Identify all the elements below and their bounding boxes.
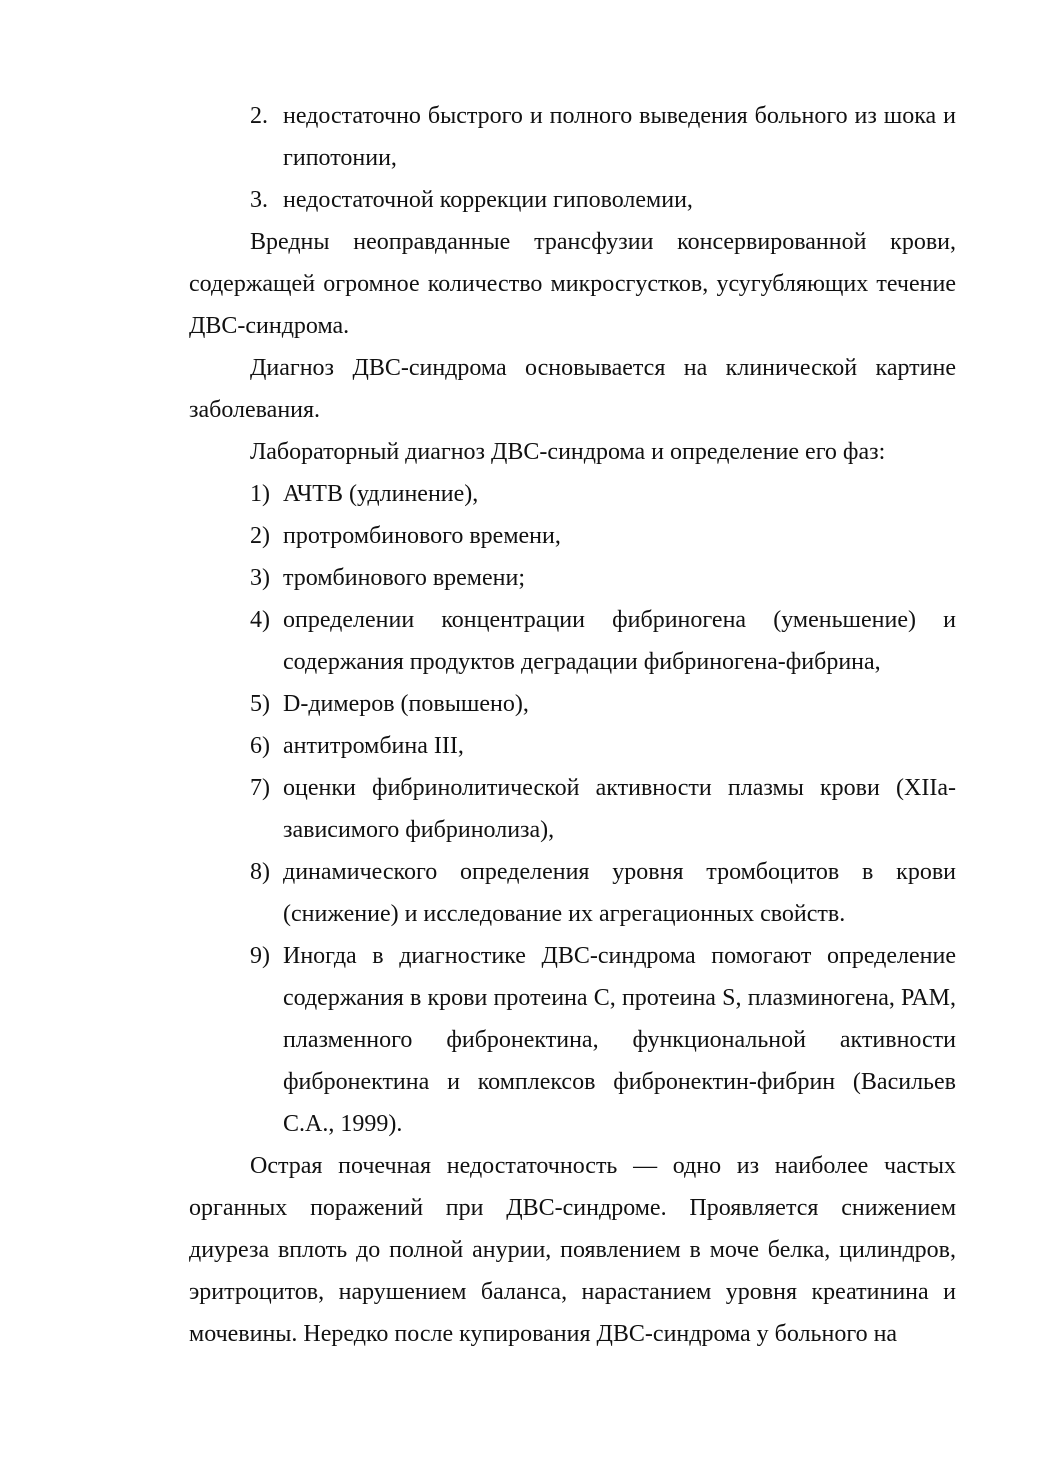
list-item-text: недостаточно быстрого и полного выведения больного из шока и гипотонии, [283, 103, 956, 171]
paragraph-transfusion: Вредны неоправданные трансфузии консервированной крови, содержащей огромное количество микросгустков, усугубляющих течение ДВС-синдрома. [189, 229, 956, 339]
list-item-text: протромбинового времени, [283, 523, 561, 549]
paragraph-diagnosis: Диагноз ДВС-синдрома основывается на клинической картине заболевания. [189, 355, 956, 423]
list-item-number: 9) [250, 943, 270, 969]
paragraph-renal-failure: Острая почечная недостаточность — одно из наиболее частых органных поражений при ДВС-синдроме. Проявляется снижением диуреза вплоть до полной анурии, появлением в моче белка, цилиндров, эритроцитов, нарушением баланса, нарастанием уровня креатинина и мочевины. Нередко после купирования ДВС-синдрома у больного на [189, 1153, 956, 1347]
list-item-text: оценки фибринолитической активности плазмы крови (ХIIа-зависимого фибринолиза), [283, 775, 956, 843]
list-item [189, 725, 956, 767]
list-item-number: 8) [250, 859, 270, 885]
paragraph-lab-intro: Лабораторный диагноз ДВС-синдрома и определение его фаз: [250, 439, 886, 465]
list-item-number: 4) [250, 607, 270, 633]
list-item-number: 6) [250, 733, 270, 759]
list-item [189, 179, 956, 221]
list-item-text: Иногда в диагностике ДВС-синдрома помогают определение содержания в крови протеина С, протеина S, плазминогена, РАМ, плазменного фибронектина, функциональной активности фибронектина и комплексов фибронектин-фибрин (Васильев С.А., 1999). [283, 943, 956, 1137]
list-item-text: D-димеров (повышено), [283, 691, 529, 717]
list-item-number: 7) [250, 775, 270, 801]
list-item-number: 2. [250, 103, 268, 129]
list-item [189, 935, 956, 1145]
list-item [189, 557, 956, 599]
list-item-text: тромбинового времени; [283, 565, 526, 591]
intro-list [189, 95, 956, 221]
list-item-text: определении концентрации фибриногена (уменьшение) и содержания продуктов деградации фибриногена-фибрина, [283, 607, 956, 675]
list-item [189, 515, 956, 557]
list-item-number: 2) [250, 523, 270, 549]
list-item-number: 1) [250, 481, 270, 507]
list-item [189, 683, 956, 725]
list-item-text: антитромбина III, [283, 733, 464, 759]
text-column [189, 95, 956, 1355]
list-item [189, 851, 956, 935]
list-item-number: 3. [250, 187, 268, 213]
list-item-text: АЧТВ (удлинение), [283, 481, 479, 507]
list-item [189, 767, 956, 851]
list-item-text: динамического определения уровня тромбоцитов в крови (снижение) и исследование их агрегационных свойств. [283, 859, 956, 927]
list-item [189, 599, 956, 683]
list-item [189, 473, 956, 515]
list-item [189, 95, 956, 179]
list-item-number: 3) [250, 565, 270, 591]
list-item-number: 5) [250, 691, 270, 717]
lab-list [189, 473, 956, 1145]
list-item-text: недостаточной коррекции гиповолемии, [283, 187, 693, 213]
